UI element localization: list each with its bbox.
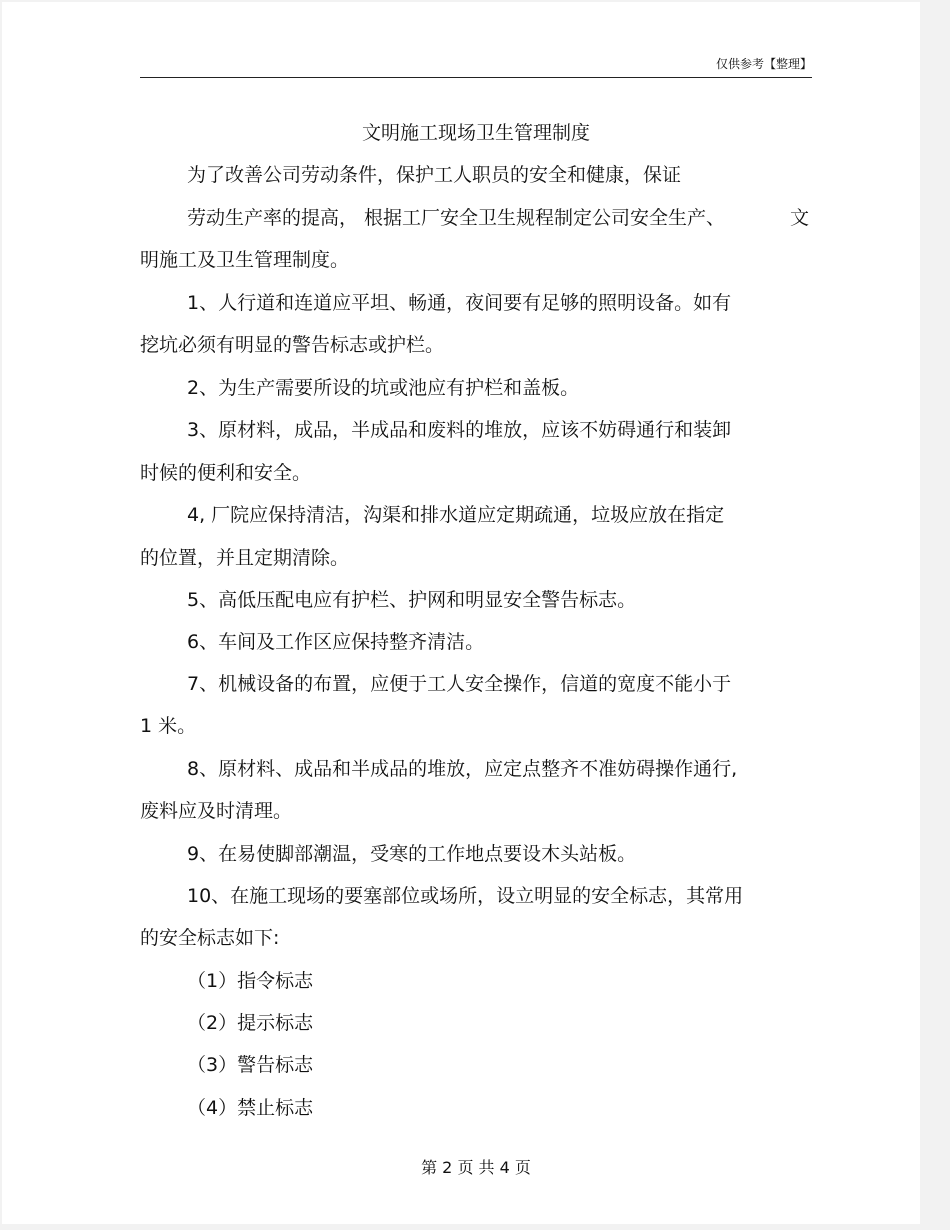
body-line: 的位置，并且定期清除。: [140, 547, 350, 569]
body-line: 4, 厂院应保持清洁，沟渠和排水道应定期疏通，垃圾应放在指定: [187, 504, 725, 526]
list-item: （3）警告标志: [187, 1054, 314, 1076]
body-line: 10、在施工现场的要塞部位或场所，设立明显的安全标志，其常用: [187, 885, 744, 907]
body-line: 9、在易使脚部潮温，受寒的工作地点要设木头站板。: [187, 843, 637, 865]
body-line: 1、人行道和连道应平坦、畅通，夜间要有足够的照明设备。如有: [187, 292, 732, 314]
document-title: 文明施工现场卫生管理制度: [361, 122, 590, 144]
page-number: 第 2 页 共 4 页: [421, 1158, 531, 1177]
body-line: 时候的便利和安全。: [140, 462, 312, 484]
body-line: 废料应及时清理。: [140, 800, 293, 822]
body-line: 明施工及卫生管理制度。: [140, 249, 350, 271]
body-line: 8、原材料、成品和半成品的堆放，应定点整齐不准妨碍操作通行,: [187, 758, 738, 780]
body-line: 7、机械设备的布置，应便于工人安全操作，信道的宽度不能小于: [187, 673, 732, 695]
list-item: （2）提示标志: [187, 1012, 314, 1034]
body-line: 2、为生产需要所设的坑或池应有护栏和盖板。: [187, 377, 580, 399]
header-note: 仅供参考【整理】: [715, 57, 812, 71]
header-divider: [140, 77, 812, 78]
body-line: 劳动生产率的提高， 根据工厂安全卫生规程制定公司安全生产、: [187, 207, 726, 229]
body-line: 为了改善公司劳动条件，保护工人职员的安全和健康，保证: [187, 164, 682, 186]
body-line: 文: [790, 207, 810, 229]
body-line: 5、高低压配电应有护栏、护网和明显安全警告标志。: [187, 589, 637, 611]
body-line: 挖坑必须有明显的警告标志或护栏。: [140, 334, 445, 356]
body-line: 1 米。: [140, 715, 197, 737]
body-line: 3、原材料，成品，半成品和废料的堆放，应该不妨碍通行和装卸: [187, 419, 732, 441]
body-line: 的安全标志如下:: [140, 927, 280, 949]
list-item: （1）指令标志: [187, 970, 314, 992]
body-line: 6、车间及工作区应保持整齐清洁。: [187, 631, 485, 653]
document-page: [2, 2, 920, 1224]
list-item: （4）禁止标志: [187, 1097, 314, 1119]
